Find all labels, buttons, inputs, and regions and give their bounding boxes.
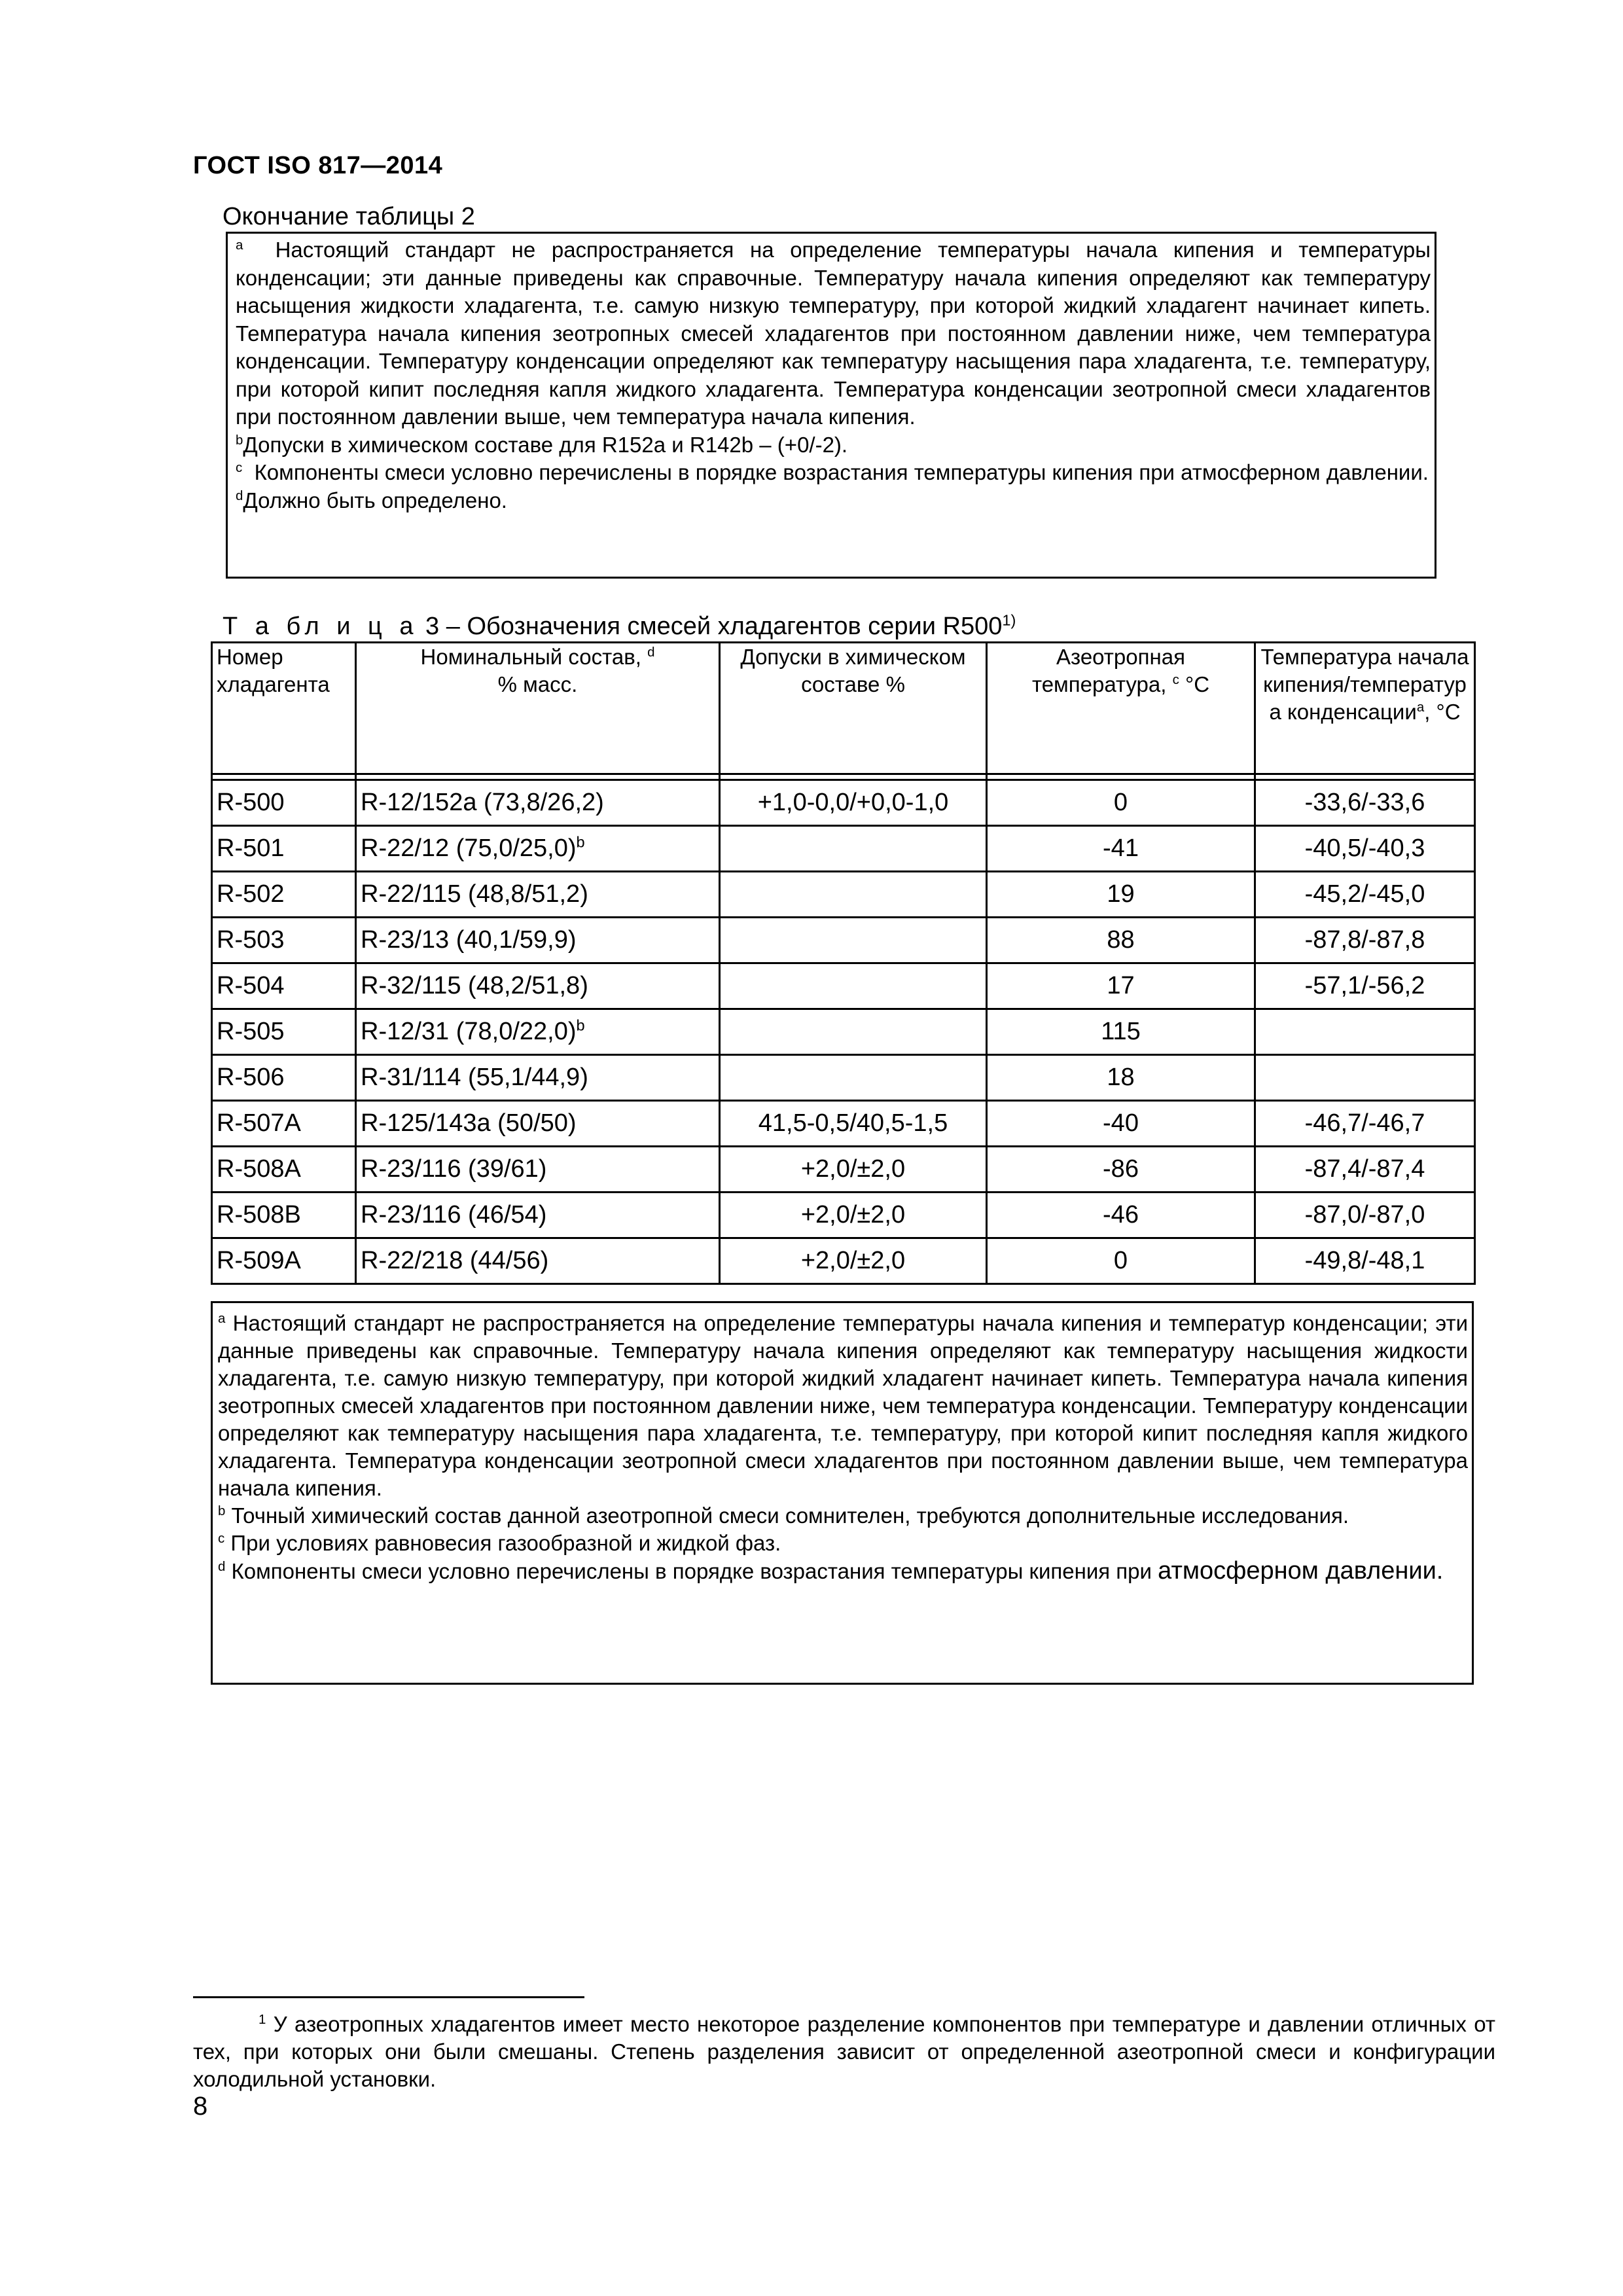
table-row [212, 1193, 1475, 1238]
cell-nominal-composition: R-23/13 (40,1/59,9) [356, 918, 720, 963]
table3-notes-box [211, 1301, 1474, 1685]
cell-nominal-composition: R-125/143a (50/50) [356, 1101, 720, 1147]
table3-note-c: $^c$ При условиях равновесия газообразной и жидкой фаз. [218, 1531, 781, 1555]
cell-azeotropic-temperature: 19 [987, 872, 1255, 918]
page-number: 8 [193, 2092, 208, 2121]
cell-nominal-composition: R-12/152a (73,8/26,2) [356, 780, 720, 826]
cell-refrigerant-number: R-502 [212, 872, 356, 918]
cell-tolerance [720, 1009, 987, 1055]
table2-note-d: $^d$Должно быть определено. [236, 488, 507, 512]
cell-boiling-condensation-temperature: -87,0/-87,0 [1255, 1193, 1475, 1238]
table2-notes-box [226, 232, 1436, 579]
document-header: ГОСТ ISO 817—2014 [193, 152, 443, 179]
table-row [212, 1055, 1475, 1101]
cell-refrigerant-number: R-506 [212, 1055, 356, 1101]
cell-boiling-condensation-temperature: -45,2/-45,0 [1255, 872, 1475, 918]
cell-refrigerant-number: R-505 [212, 1009, 356, 1055]
header-refrigerant-number: Номер хладагента [212, 643, 356, 774]
cell-refrigerant-number: R-500 [212, 780, 356, 826]
cell-refrigerant-number: R-501 [212, 826, 356, 872]
cell-azeotropic-temperature: 88 [987, 918, 1255, 963]
table2-note-b: $^b$Допуски в химическом составе для R152a и R142b – (+0/-2). [236, 432, 848, 457]
table2-note-c: $^c$ Компоненты смеси условно перечислены в порядке возрастания температуры кипения при атмосферном давлении. [236, 460, 1429, 484]
cell-tolerance: +2,0/±2,0 [720, 1193, 987, 1238]
cell-tolerance [720, 872, 987, 918]
header-boiling-condensation-temperature: Температура начала кипения/температура конденсации$^a$, °С [1255, 643, 1475, 774]
cell-tolerance: +1,0-0,0/+0,0-1,0 [720, 780, 987, 826]
cell-boiling-condensation-temperature [1255, 1055, 1475, 1101]
table-row [212, 780, 1475, 826]
cell-boiling-condensation-temperature: -46,7/-46,7 [1255, 1101, 1475, 1147]
cell-azeotropic-temperature: 0 [987, 780, 1255, 826]
cell-tolerance [720, 918, 987, 963]
header-azeotropic-temperature: Азеотропная температура, $^c$ °С [987, 643, 1255, 774]
table-row [212, 918, 1475, 963]
cell-nominal-composition: R-23/116 (46/54) [356, 1193, 720, 1238]
cell-tolerance: +2,0/±2,0 [720, 1147, 987, 1193]
cell-tolerance: 41,5-0,5/40,5-1,5 [720, 1101, 987, 1147]
cell-refrigerant-number: R-508B [212, 1193, 356, 1238]
table-row [212, 963, 1475, 1009]
cell-tolerance: +2,0/±2,0 [720, 1238, 987, 1284]
cell-nominal-composition: R-12/31 $(78,0/22,0)^b$ [356, 1009, 720, 1055]
cell-nominal-composition: R-23/116 (39/61) [356, 1147, 720, 1193]
table3-title: Т а бл и ц а 3 – Обозначения смесей хладагентов серии R500$^{1)}$ [223, 611, 1016, 640]
cell-boiling-condensation-temperature: -49,8/-48,1 [1255, 1238, 1475, 1284]
footnote-separator [193, 1996, 584, 1998]
cell-boiling-condensation-temperature: -33,6/-33,6 [1255, 780, 1475, 826]
table-row [212, 872, 1475, 918]
cell-azeotropic-temperature: 0 [987, 1238, 1255, 1284]
table-row [212, 1009, 1475, 1055]
cell-boiling-condensation-temperature: -87,4/-87,4 [1255, 1147, 1475, 1193]
table-row [212, 1238, 1475, 1284]
cell-nominal-composition: R-22/115 (48,8/51,2) [356, 872, 720, 918]
cell-azeotropic-temperature: -46 [987, 1193, 1255, 1238]
table3-note-d: $^d$ Компоненты смеси условно перечислены в порядке возрастания температуры кипения при атмосферном давлении. [218, 1557, 1444, 1585]
cell-refrigerant-number: R-504 [212, 963, 356, 1009]
table-row [212, 1101, 1475, 1147]
cell-refrigerant-number: R-503 [212, 918, 356, 963]
header-tolerances: Допуски в химическом составе % [720, 643, 987, 774]
cell-nominal-composition: R-31/114 (55,1/44,9) [356, 1055, 720, 1101]
table-row [212, 826, 1475, 872]
cell-azeotropic-temperature: -41 [987, 826, 1255, 872]
cell-nominal-composition: R-32/115 (48,2/51,8) [356, 963, 720, 1009]
header-nominal-composition: Номинальный состав, $^d$ % масс. [356, 643, 720, 774]
table3 [211, 641, 1476, 1285]
cell-refrigerant-number: R-507A [212, 1101, 356, 1147]
cell-refrigerant-number: R-508A [212, 1147, 356, 1193]
cell-tolerance [720, 963, 987, 1009]
table3-note-b: $^b$ Точный химический состав данной азеотропной смеси сомнителен, требуются дополнительные исследования. [218, 1503, 1349, 1528]
table2-continuation-title: Окончание таблицы 2 [223, 203, 475, 230]
cell-boiling-condensation-temperature: -40,5/-40,3 [1255, 826, 1475, 872]
table-row [212, 1147, 1475, 1193]
cell-tolerance [720, 826, 987, 872]
cell-nominal-composition: R-22/218 (44/56) [356, 1238, 720, 1284]
cell-boiling-condensation-temperature: -87,8/-87,8 [1255, 918, 1475, 963]
header-separator [212, 774, 1475, 780]
table3-note-a: $^a$ Настоящий стандарт не распространяется на определение температуры начала кипения и температур конденсации; эти данные приведены как справочные. Температуру начала кипения определяют как температуру насыщения жидкости хладагента, т.е. самую низкую температуру, при которой жидкий хладагент начинает кипеть. Температура начала кипения зеотропных смесей хладагентов при постоянном давлении ниже, чем температура конденсации. Температуру конденсации определяют как температуру насыщения пара хладагента, т.е. температуру, при которой кипит последняя капля жидкого хладагента. Температура конденсации зеотропной смеси хладагентов при постоянном давлении выше, чем температура начала кипения. [218, 1311, 1468, 1500]
footnote: $^1$ У азеотропных хладагентов имеет место некоторое разделение компонентов при температуре и давлении отличных от тех, при которых они были смешаны. Степень разделения зависит от определенной азеотропной смеси и конфигурации холодильной установки. [193, 2012, 1495, 2091]
cell-tolerance [720, 1055, 987, 1101]
cell-nominal-composition: R-22/12 $(75,0/25,0)^b$ [356, 826, 720, 872]
cell-azeotropic-temperature: 17 [987, 963, 1255, 1009]
cell-boiling-condensation-temperature [1255, 1009, 1475, 1055]
cell-refrigerant-number: R-509A [212, 1238, 356, 1284]
cell-azeotropic-temperature: -86 [987, 1147, 1255, 1193]
cell-azeotropic-temperature: -40 [987, 1101, 1255, 1147]
cell-azeotropic-temperature: 18 [987, 1055, 1255, 1101]
cell-boiling-condensation-temperature: -57,1/-56,2 [1255, 963, 1475, 1009]
table2-note-a: $^a$ Настоящий стандарт не распространяется на определение температуры начала кипения и температуры конденсации; эти данные приведены как справочные. Температуру начала кипения определяют как температуру насыщения жидкости хладагента, т.е. самую низкую температуру, при которой жидкий хладагент начинает кипеть. Температура начала кипения зеотропных смесей хладагентов при постоянном давлении ниже, чем температура конденсации. Температуру конденсации определяют как температуру насыщения пара хладагента, т.е. температуру, при которой кипит последняя капля жидкого хладагента. Температура конденсации зеотропной смеси хладагентов при постоянном давлении выше, чем температура начала кипения. [236, 238, 1431, 429]
cell-azeotropic-temperature: 115 [987, 1009, 1255, 1055]
